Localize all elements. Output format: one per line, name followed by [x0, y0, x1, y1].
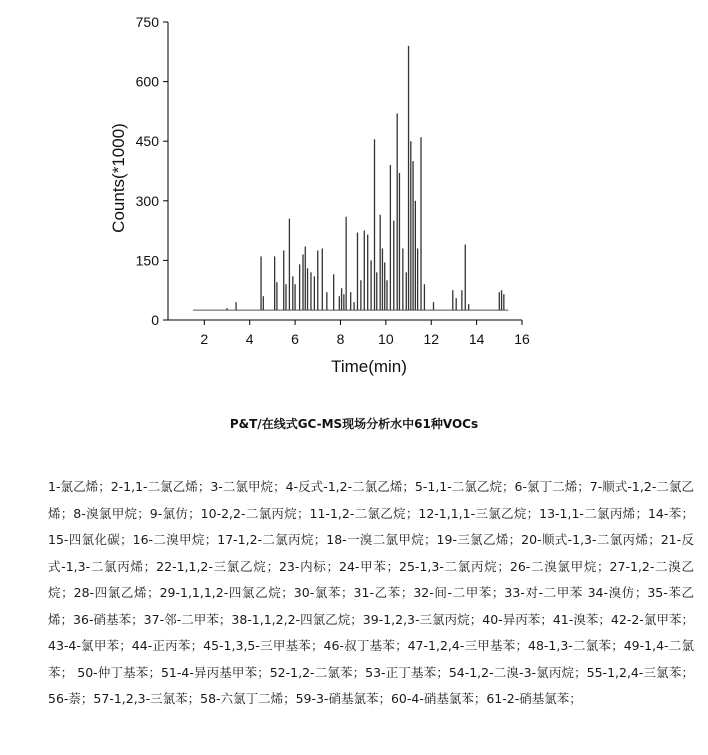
x-tick-label: 8 — [336, 331, 345, 347]
compound-list: 1-氯乙烯；2-1,1-二氯乙烯；3-二氯甲烷；4-反式-1,2-二氯乙烯；5-1,1-二氯乙烷；6-氯丁二烯；7-顺式-1,2-二氯乙烯；8-溴氯甲烷；9-氯仿；10-2,2-二氯丙烷；11-1,2-二氯乙烷；12-1,1,1-三氯乙烷；13-1,1-二氯丙烯；14-苯；15-四氯化碳；16-二溴甲烷；17-1,2-二氯丙烷；18-一溴二氯甲烷；19-三氯乙烯；20-顺式-1,3-二氯丙烯；21-反式-1,3-二氯丙烯；22-1,1,2-三氯乙烷；23-内标；24-甲苯；25-1,3-二氯丙烷；26-二溴氯甲烷；27-1,2-二溴乙烷；28-四氯乙烯；29-1,1,1,2-四氯乙烷；30-氯苯；31-乙苯；32-间-二甲苯；33-对-二甲苯 34-溴仿；35-苯乙烯；36-硝基苯；37-邻-二甲苯；38-1,1,2,2-四氯乙烷；39-1,2,3-三氯丙烷；40-异丙苯；41-溴苯；42-2-氯甲苯；43-4-氯甲苯；44-正丙苯；45-1,3,5-三甲基苯；46-叔丁基苯；47-1,2,4-三甲基苯；48-1,3-二氯苯；49-1,4-二氯苯； 50-仲丁基苯；51-4-异丙基甲苯；52-1,2-二氯苯；53-正丁基苯；54-1,2-二溴-3-氯丙烷；55-1,2,4-三氯苯；56-萘；57-1,2,3-三氯苯；58-六氯丁二烯；59-3-硝基氯苯；60-4-硝基氯苯；61-2-硝基氯苯； — [48, 479, 694, 706]
plot-frame — [168, 22, 522, 320]
y-tick-label: 750 — [135, 14, 159, 30]
x-tick-label: 6 — [291, 331, 299, 347]
figure-caption: P&T/在线式GC-MS现场分析水中61种VOCs — [229, 417, 479, 431]
x-tick-label: 10 — [378, 331, 394, 347]
x-tick-label: 2 — [200, 331, 209, 347]
y-tick-label: 600 — [135, 73, 159, 90]
y-tick-label: 0 — [151, 312, 159, 328]
x-tick-label: 12 — [423, 331, 440, 347]
x-tick-label: 4 — [245, 331, 254, 347]
x-axis-ticks — [200, 320, 530, 347]
chromatogram-trace — [193, 46, 508, 310]
y-tick-label: 150 — [135, 252, 159, 269]
y-axis-ticks — [136, 14, 168, 328]
y-tick-label: 300 — [135, 192, 159, 209]
y-axis-title: Counts(*1000) — [109, 123, 128, 233]
y-tick-label: 450 — [135, 133, 159, 150]
x-tick-label: 16 — [514, 331, 530, 347]
x-tick-label: 14 — [468, 331, 485, 347]
x-axis-title: Time(min) — [331, 357, 407, 376]
